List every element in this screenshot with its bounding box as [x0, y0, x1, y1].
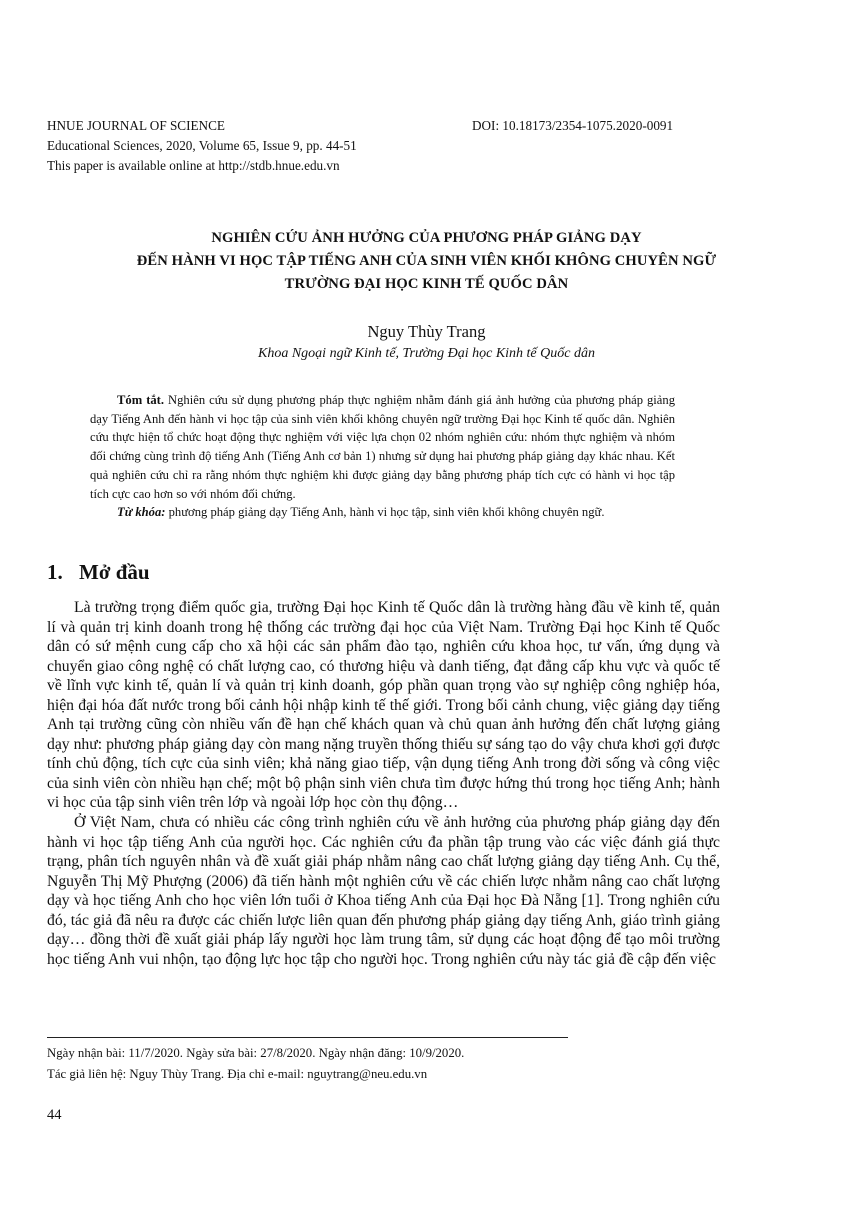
author-affiliation: Khoa Ngoại ngữ Kinh tế, Trường Đại học Kinh tế Quốc dân: [258, 346, 595, 361]
journal-issue: Educational Sciences, 2020, Volume 65, Issue 9, pp. 44-51: [47, 138, 357, 153]
section-number: 1.: [47, 560, 63, 584]
doi: DOI: 10.18173/2354-1075.2020-0091: [472, 118, 674, 133]
paragraph: Là trường trọng điểm quốc gia, trường Đại học Kinh tế Quốc dân là trường hàng đầu về kinh tế, quản lí và quản trị kinh doanh trong hệ thống các trường đại học của Việt Nam. Trường Đại học Kinh tế Quốc dân có sứ mệnh cung cấp cho xã hội các sản phẩm đào tạo, nghiên cứu khoa học, tư vấn, ứng dụng và chuyển giao công nghệ có chất lượng cao, có thương hiệu và danh tiếng, đạt đẳng cấp khu vực và quốc tế về lĩnh vực kinh tế, quản lí và quản trị kinh doanh, góp phần quan trọng vào sự nghiệp công nghiệp hóa, hiện đại hóa đất nước trong bối cảnh hội nhập kinh tế thế giới. Trong bối cảnh chung, việc giảng dạy tiếng Anh tại trường cũng còn nhiều vấn đề hạn chế khách quan và chủ quan ảnh hưởng đến chất lượng giảng dạy như: phương pháp giảng dạy còn mang nặng truyền thống thiếu sự sáng tạo do vậy chưa khơi gợi được tính chủ động, tích cực của sinh viên; khả năng giao tiếp, vận dụng tiếng Anh trong đời sống và công việc của sinh viên còn nhiều hạn chế; một bộ phận sinh viên chưa tìm được hứng thú trong học tiếng Anh; hành vi học của tập sinh viên trên lớp và ngoài lớp học còn thụ động…: [47, 599, 720, 812]
paper-title: [20, 227, 833, 296]
journal-name: HNUE JOURNAL OF SCIENCE: [47, 118, 225, 133]
paragraph: Ở Việt Nam, chưa có nhiều các công trình nghiên cứu về ảnh hưởng của phương pháp giảng dạy đến hành vi học tập tiếng Anh của người học. Các nghiên cứu đa phần tập trung vào các việc đánh giá thực trạng, phân tích nguyên nhân và đề xuất giải pháp nhằm nâng cao chất lượng giảng dạy tiếng Anh. Cụ thể, Nguyễn Thị Mỹ Phượng (2006) đã tiến hành một nghiên cứu về các chiến lược nhằm nâng cao chất lượng dạy và học tiếng Anh cho học viên lớn tuổi ở Khoa tiếng Anh của Đại học Đà Nẵng [1]. Trong nghiên cứu đó, tác giả đã nêu ra được các chiến lược liên quan đến phương pháp giảng dạy tiếng Anh, giáo trình giảng dạy… đồng thời đề xuất giải pháp lấy người học làm trung tâm, sử dụng các hoạt động để tạo môi trường học tiếng Anh vui nhộn, tạo động lực học tập cho người học. Trong nghiên cứu này tác giả đề cập đến việc: [47, 814, 720, 968]
abstract-body: Nghiên cứu sử dụng phương pháp thực nghiệm nhằm đánh giá ảnh hưởng của phương pháp giảng dạy Tiếng Anh đến hành vi học tập của sinh viên khối không chuyên ngữ trường Đại học Kinh tế quốc dân. Nghiên cứu thực hiện tổ chức hoạt động thực nghiệm với việc lựa chọn 02 nhóm nghiên cứu: nhóm thực nghiệm và nhóm đối chứng cùng trình độ tiếng Anh (Tiếng Anh cơ bản 1) nhưng sử dụng hai phương pháp giảng dạy khác nhau. Kết quả nghiên cứu chỉ ra rằng nhóm thực nghiệm khi được giảng dạy bằng phương pháp tích cực có hành vi học tập tích cực cao hơn so với nhóm đối chứng.: [90, 393, 675, 501]
abstract: [90, 391, 675, 522]
footnote-dates: Ngày nhận bài: 11/7/2020. Ngày sửa bài: 27/8/2020. Ngày nhận đăng: 10/9/2020.: [47, 1046, 465, 1060]
footnote-divider: [47, 1037, 568, 1038]
title-line-3: TRƯỜNG ĐẠI HỌC KINH TẾ QUỐC DÂN: [284, 276, 569, 292]
section-heading: [47, 560, 150, 585]
availability-note: This paper is available online at http://stdb.hnue.edu.vn: [47, 158, 340, 173]
keywords-label: Từ khóa:: [117, 505, 166, 520]
footnote-contact: Tác giả liên hệ: Nguy Thùy Trang. Địa chỉ e-mail: nguytrang@neu.edu.vn: [47, 1067, 428, 1081]
page-number: 44: [47, 1107, 62, 1123]
body-text: [47, 598, 720, 969]
section-title: Mở đầu: [79, 560, 150, 584]
abstract-label: Tóm tắt.: [117, 393, 165, 407]
title-line-1: NGHIÊN CỨU ẢNH HƯỞNG CỦA PHƯƠNG PHÁP GIẢNG DẠY: [211, 230, 642, 246]
author-name: Nguy Thùy Trang: [367, 322, 486, 341]
keywords-list: phương pháp giảng dạy Tiếng Anh, hành vi học tập, sinh viên khối không chuyên ngữ.: [165, 505, 605, 520]
abstract-text: [90, 391, 675, 503]
title-line-2: ĐẾN HÀNH VI HỌC TẬP TIẾNG ANH CỦA SINH VIÊN KHỐI KHÔNG CHUYÊN NGỮ: [136, 253, 717, 269]
keywords: [90, 503, 675, 522]
